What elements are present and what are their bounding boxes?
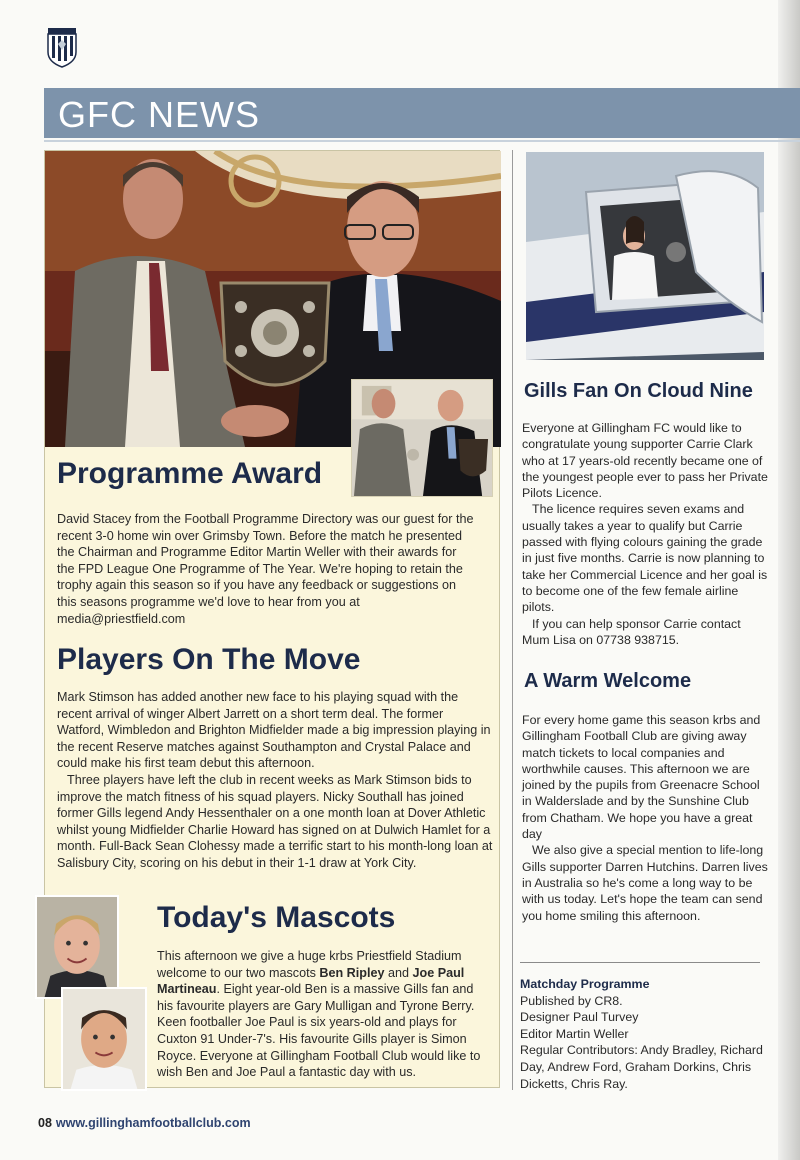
cloud-nine-paragraph-2: The licence requires seven exams and usually takes a year to qualify but Carrie passed with flying colours gaining the grade in just five months. Carrie is now planning to take her Commercial Licence and her goal is to become one of the few female airline pilots.	[522, 502, 768, 615]
credits-designer: Designer Paul Turvey	[520, 1010, 639, 1025]
mascots-rest: . Eight year-old Ben is a massive Gills fan and his favourite players are Gary Mulligan and Tyrone Berry. Keen footballer Joe Paul is six years-old and plays for Cuxton 91 Under-7's. His favourite Gills player is Simon Royce. Everyone at Gillingham Football Club would like to wish Ben and Joe Paul a fantastic day with us.	[157, 982, 481, 1080]
cloud-nine-heading: Gills Fan On Cloud Nine	[524, 380, 753, 402]
credits-contributors: Regular Contributors: Andy Bradley, Richard Day, Andrew Ford, Graham Dorkins, Chris Dicketts, Chris Ray.	[520, 1043, 763, 1091]
page-edge-shadow	[778, 0, 800, 1160]
award-inset-photo	[351, 379, 493, 497]
programme-credits	[520, 976, 770, 1092]
mascot-name-2: Joe Paul Martineau	[157, 965, 465, 997]
left-column-panel	[44, 150, 500, 1088]
players-heading: Players On The Move	[57, 643, 361, 676]
mascot-name-1: Ben Ripley	[319, 965, 385, 980]
cloud-nine-paragraph-1: Everyone at Gillingham FC would like to congratulate young supporter Carrie Clark who at 17 years-old recently became one of the youngest people ever to pass her Private Pilots Licence.	[522, 421, 768, 501]
welcome-paragraph-2: We also give a special mention to life-long Gills supporter Darren Hutchins. Darren lives in Australia so he's come a long way to be with us today. Let's hope the team can send you home smiling this afternoon.	[522, 843, 768, 923]
club-website-link[interactable]: www.gillinghamfootballclub.com	[55, 1116, 251, 1130]
players-paragraph-1: Mark Stimson has added another new face to his playing squad with the recent arrival of winger Albert Jarrett on a short term deal. The former Watford, Wimbledon and Brighton Midfielder made a big impression playing in the recent Reserve matches against Southampton and Crystal Palace and could make his first team debut this afternoon.	[57, 690, 491, 771]
banner-rule	[44, 140, 800, 142]
section-banner	[44, 88, 800, 138]
mascot-ben-photo	[35, 895, 119, 999]
mascots-body	[157, 948, 485, 1081]
cloud-nine-paragraph-3: If you can help sponsor Carrie contact Mum Lisa on 07738 938715.	[522, 616, 741, 647]
welcome-paragraph-1: For every home game this season krbs and Gillingham Football Club are giving away match tickets to local companies and worthwhile causes. This afternoon we are joined by the pupils from Greenacre School in Walderslade and by the Sunshine Club from Chatham. We hope you have a great day	[522, 713, 761, 842]
players-body	[57, 689, 493, 872]
credits-title: Matchday Programme	[520, 977, 650, 991]
players-paragraph-2: Three players have left the club in recent weeks as Mark Stimson bids to improve the match fitness of his squad players. Nicky Southall has joined former Gills legend Andy Hessenthaler on a one month loan at Dover Athletic whilst young Midfielder Charlie Howard has signed on at Dulwich Hamlet for a month. Full-Back Sean Clohessy made a terrific start to his month-long loan at Salisbury City, scoring on his debut in their 1-1 draw at York City.	[57, 772, 493, 870]
award-body: David Stacey from the Football Programme Directory was our guest for the recent 3-0 home win over Grimsby Town. Before the match he presented the Chairman and Programme Editor Martin Weller with their awards for the FPD League One Programme of The Year. We're hoping to retain the trophy again this season so if you have any feedback or suggestions on this seasons programme we'd love to hear from you at media@priestfield.com	[57, 512, 474, 626]
mascots-intro: This afternoon we give a huge krbs Priestfield Stadium welcome to our two mascots	[157, 949, 462, 980]
welcome-body	[522, 712, 768, 924]
mascots-and: and	[384, 965, 413, 980]
credits-editor: Editor Martin Weller	[520, 1026, 629, 1041]
mascots-heading: Today's Mascots	[157, 901, 396, 934]
award-heading: Programme Award	[57, 457, 323, 490]
mascot-joe-paul-photo	[61, 987, 147, 1091]
welcome-heading: A Warm Welcome	[524, 670, 692, 692]
page-number: 08	[38, 1116, 52, 1130]
credits-published: Published by CR8.	[520, 993, 623, 1008]
club-crest-logo	[46, 26, 78, 68]
section-title: GFC NEWS	[58, 94, 260, 135]
pilot-plane-photo	[526, 152, 764, 360]
column-divider	[512, 150, 513, 1090]
cloud-nine-body	[522, 420, 768, 648]
page-footer	[38, 1116, 251, 1130]
credits-rule	[520, 962, 760, 963]
